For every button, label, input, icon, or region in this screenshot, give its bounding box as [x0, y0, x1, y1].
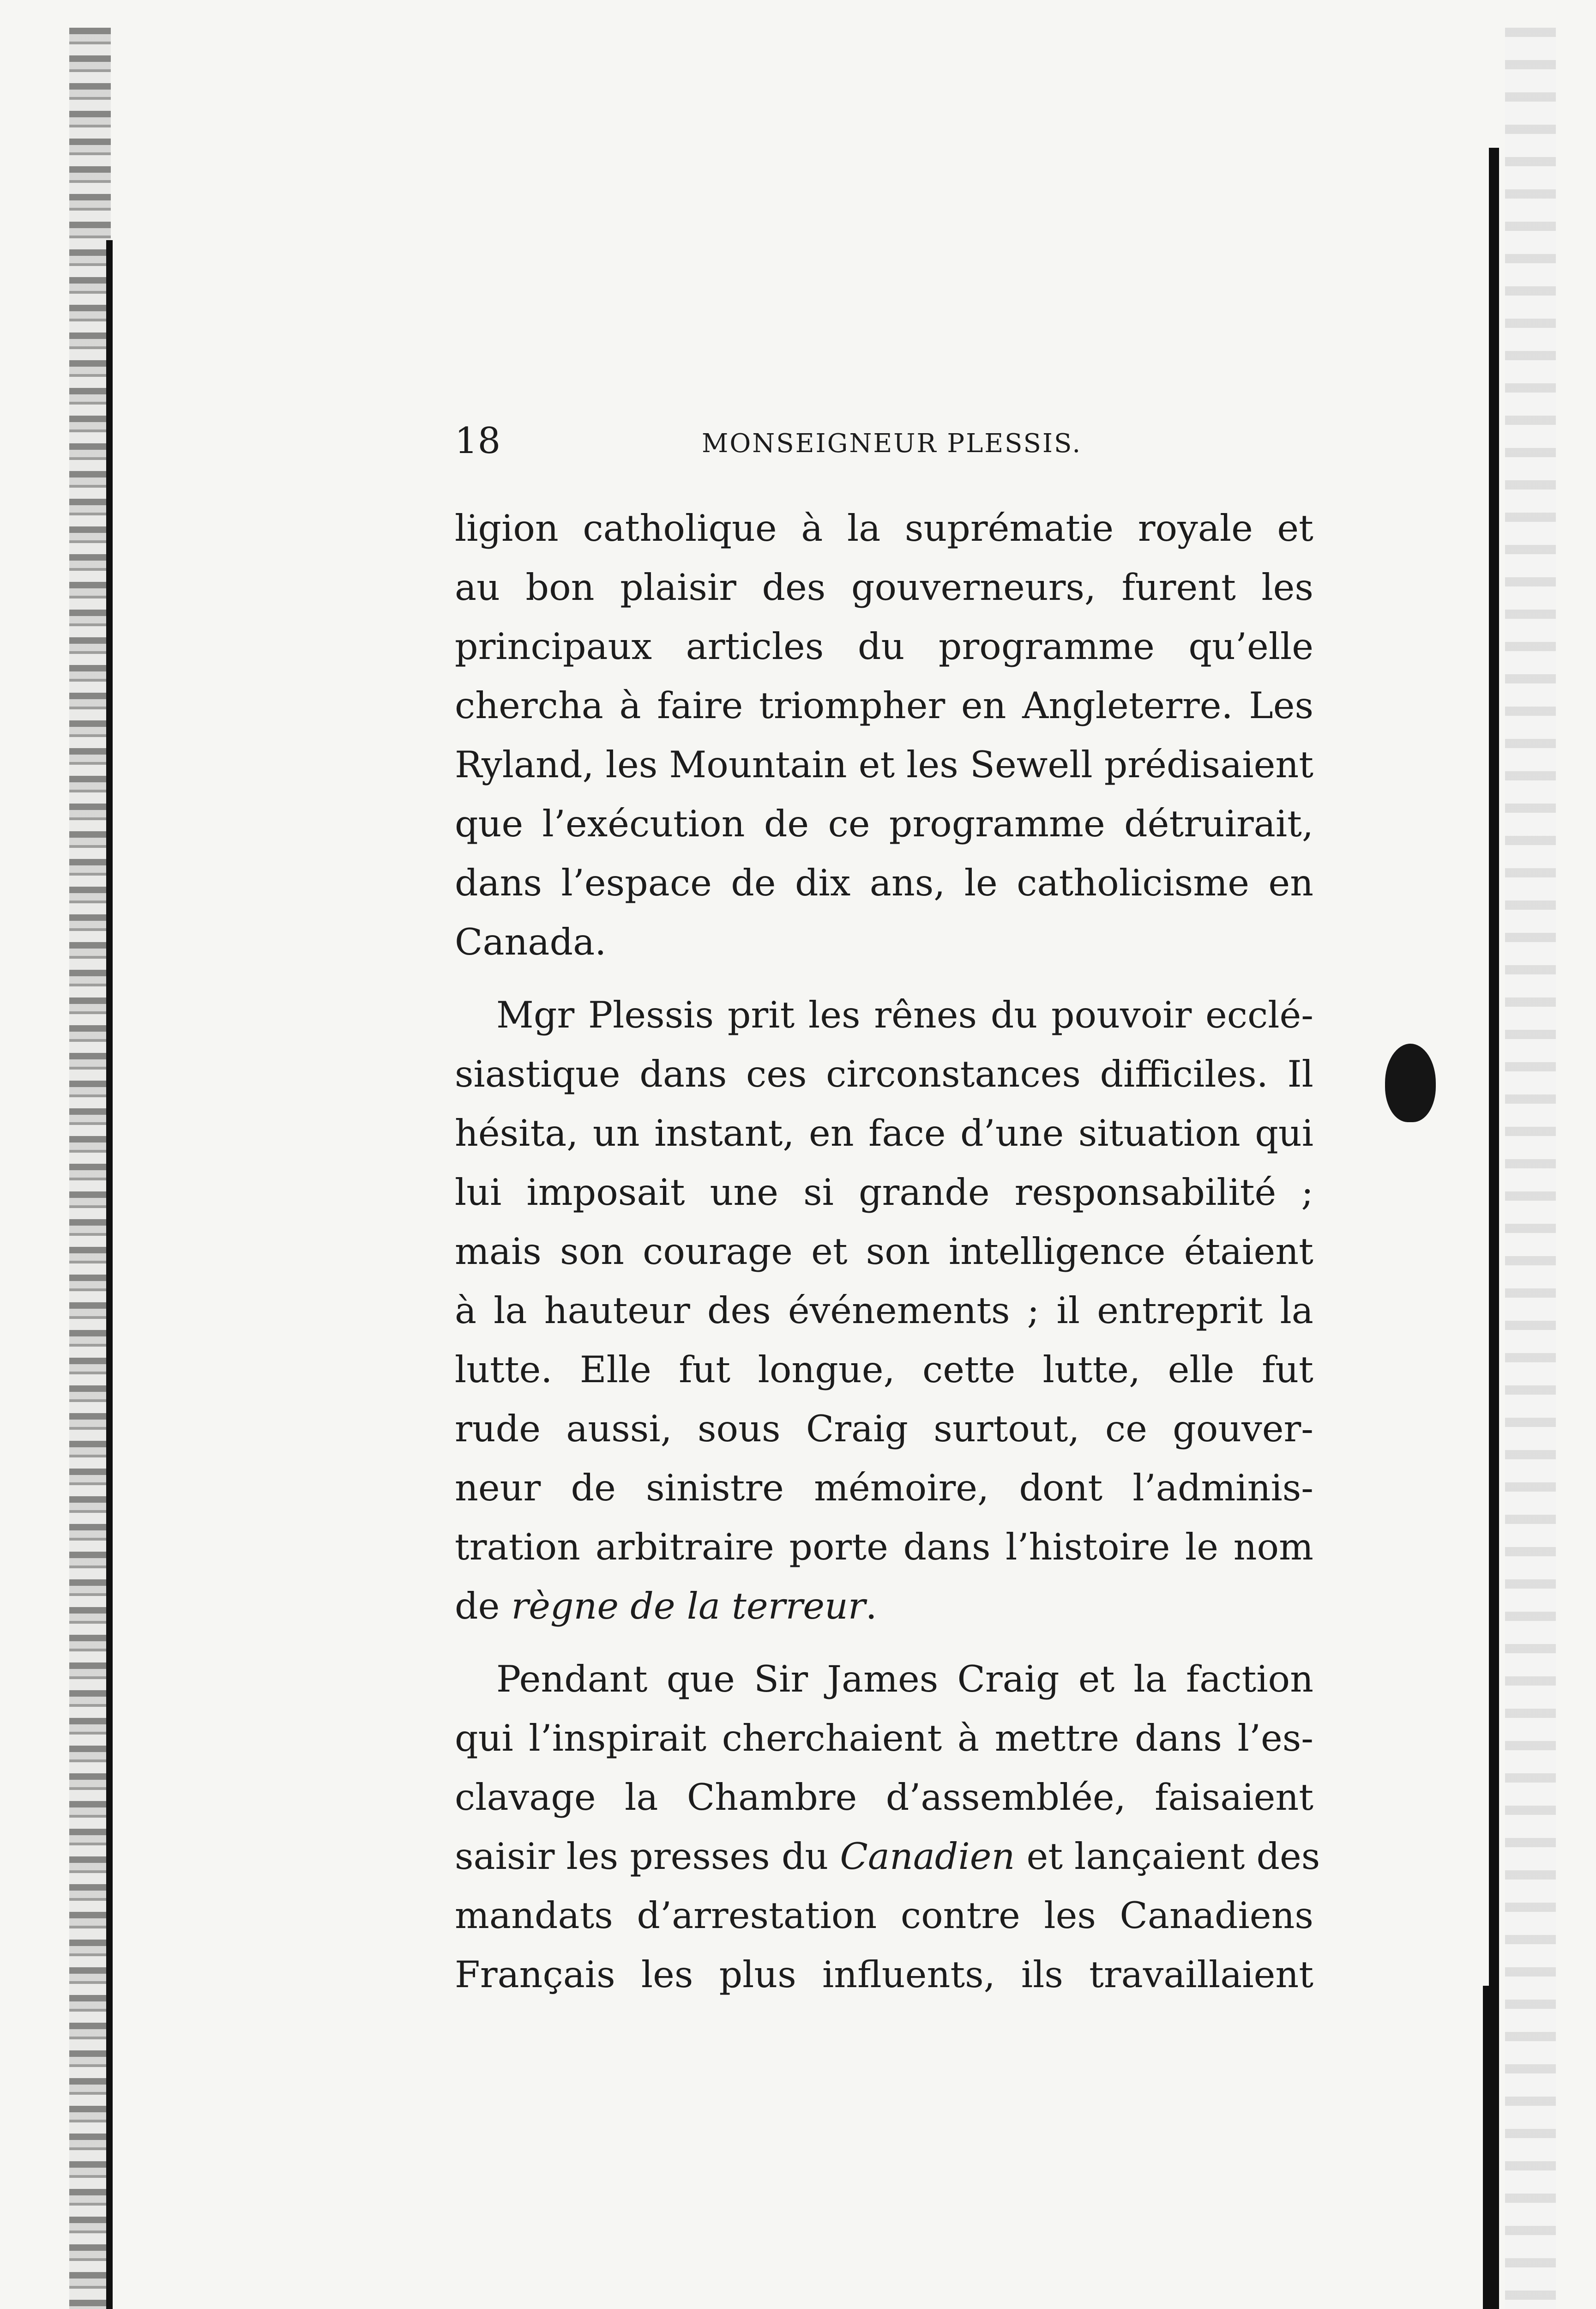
text-line: lui imposait une si grande responsabilité ;: [455, 1171, 1313, 1214]
right-page-edge: [1505, 28, 1556, 2309]
paragraph-2: [455, 985, 1313, 1636]
text-line: qui l’inspirait cherchaient à mettre dans l’es-: [455, 1717, 1313, 1759]
text-line: à la hauteur des événements ; il entreprit la: [455, 1289, 1313, 1332]
italic-word: Canadien: [840, 1835, 1015, 1878]
ink-blot: [1385, 1044, 1436, 1122]
text-line: Canada.: [455, 921, 607, 963]
text-line: mais son courage et son intelligence étaient: [455, 1230, 1313, 1273]
text-prefix: saisir les presses du: [455, 1835, 840, 1878]
text-line: lutte. Elle fut longue, cette lutte, elle fut: [455, 1348, 1313, 1391]
body-text: [455, 499, 1320, 2004]
text-suffix: et lançaient des: [1015, 1835, 1320, 1878]
right-binding-line-lower: [1483, 1986, 1495, 2309]
text-line: ligion catholique à la suprématie royale et: [455, 507, 1313, 550]
right-binding-line: [1489, 148, 1499, 2309]
text-line: dans l’espace de dix ans, le catholicisme en: [455, 862, 1313, 904]
paragraph-1: [455, 499, 1313, 972]
running-title: MONSEIGNEUR PLESSIS.: [702, 429, 1082, 459]
text-line: Mgr Plessis prit les rênes du pouvoir ecclé-: [496, 994, 1313, 1036]
text-line-italic-word: [455, 1827, 1320, 1886]
paragraph-3: [455, 1650, 1320, 2004]
text-line: neur de sinistre mémoire, dont l’adminis-: [455, 1467, 1313, 1509]
text-line: au bon plaisir des gouverneurs, furent les: [455, 566, 1313, 609]
text-line: clavage la Chambre d’assemblée, faisaient: [455, 1776, 1313, 1819]
text-line: que l’exécution de ce programme détruirait,: [455, 803, 1313, 845]
text-line: tration arbitraire porte dans l’histoire le nom: [455, 1526, 1313, 1568]
italic-phrase: règne de la terreur: [511, 1585, 866, 1627]
page-number: 18: [455, 420, 501, 462]
left-page-edge: [69, 28, 111, 2309]
text-line: principaux articles du programme qu’elle: [455, 625, 1313, 668]
text-line: rude aussi, sous Craig surtout, ce gouver-: [455, 1408, 1313, 1450]
text-suffix: .: [865, 1585, 877, 1627]
running-head: [455, 416, 1332, 471]
text-line: siastique dans ces circonstances difficiles. Il: [455, 1053, 1313, 1095]
text-line-italic-phrase: [455, 1577, 1313, 1636]
text-line: Français les plus influents, ils travaillaient: [455, 1953, 1313, 1996]
left-gutter-line: [106, 240, 113, 2309]
text-line: hésita, un instant, en face d’une situation qui: [455, 1112, 1313, 1154]
text-prefix: de: [455, 1585, 512, 1627]
text-line: mandats d’arrestation contre les Canadiens: [455, 1894, 1313, 1937]
text-line: Ryland, les Mountain et les Sewell prédisaient: [455, 743, 1313, 786]
text-line: Pendant que Sir James Craig et la faction: [496, 1658, 1313, 1700]
text-line: chercha à faire triompher en Angleterre. Les: [455, 684, 1313, 727]
